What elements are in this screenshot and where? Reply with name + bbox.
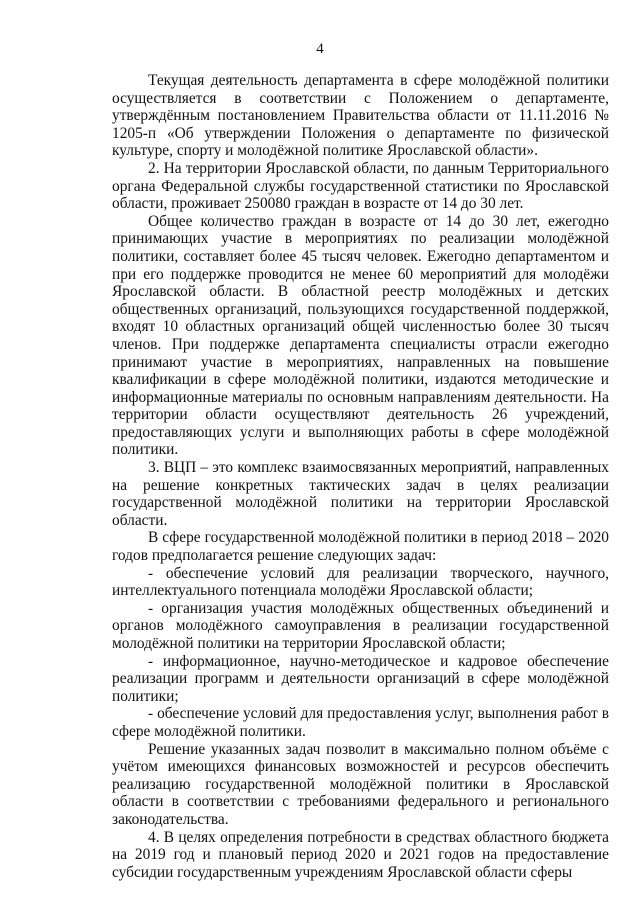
list-item-3: - информационное, научно-методическое и кадровое обеспечение реализации программ и деятельности организаций в сфере молодёжной политики; [112, 652, 609, 705]
document-body [112, 72, 609, 881]
paragraph-6: Решение указанных задач позволит в максимально полном объёме с учётом имеющихся финансовых возможностей и ресурсов обеспечить реализацию государственной молодёжной политики в Ярославской области в соответствии с требованиями федерального и регионального законодательства. [112, 740, 609, 828]
paragraph-1: Текущая деятельность департамента в сфере молодёжной политики осуществляется в соответствии с Положением о департаменте, утверждённым постановлением Правительства области от 11.11.2016 № 1205-п «Об утверждении Положения о департаменте по физической культуре, спорту и молодёжной политике Ярославской области». [112, 72, 609, 160]
list-item-4: - обеспечение условий для предоставления услуг, выполнения работ в сфере молодёжной политики. [112, 705, 609, 740]
page-number: 4 [316, 41, 324, 57]
paragraph-5: В сфере государственной молодёжной политики в период 2018 – 2020 годов предполагается решение следующих задач: [112, 529, 609, 565]
paragraph-3: Общее количество граждан в возрасте от 14 до 30 лет, ежегодно принимающих участие в мероприятиях по реализации молодёжной политики, составляет более 45 тысяч человек. Ежегодно департаментом и при его поддержке проводится не менее 60 мероприятий для молодёжи Ярославской области. В областной реестр молодёжных и детских общественных организаций, пользующихся государственной поддержкой, входят 10 областных организаций общей численностью более 30 тысяч членов. При поддержке департамента специалисты отрасли ежегодно принимают участие в мероприятиях, направленных на повышение квалификации в сфере молодёжной политики, издаются методические и информационные материалы по основным направлениям деятельности. На территории области осуществляют деятельность 26 учреждений, предоставляющих услуги и выполняющих работы в сфере молодёжной политики. [112, 212, 609, 459]
list-item-2: - организация участия молодёжных общественных объединений и органов молодёжного самоуправления в реализации государственной молодёжной политики на территории Ярославской области; [112, 599, 609, 652]
paragraph-7: 4. В целях определения потребности в средствах областного бюджета на 2019 год и плановый период 2020 и 2021 годов на предоставление субсидии государственным учреждениям Ярославской области сферы [112, 828, 609, 881]
list-item-1: - обеспечение условий для реализации творческого, научного, интеллектуального потенциала молодёжи Ярославской области; [112, 564, 609, 600]
paragraph-2: 2. На территории Ярославской области, по данным Территориального органа Федеральной службы государственной статистики по Ярославской области, проживает 250080 граждан в возрасте от 14 до 30 лет. [112, 159, 609, 213]
paragraph-4: 3. ВЦП – это комплекс взаимосвязанных мероприятий, направленных на решение конкретных тактических задач в целях реализации государственной молодёжной политики на территории Ярославской области. [112, 459, 609, 529]
